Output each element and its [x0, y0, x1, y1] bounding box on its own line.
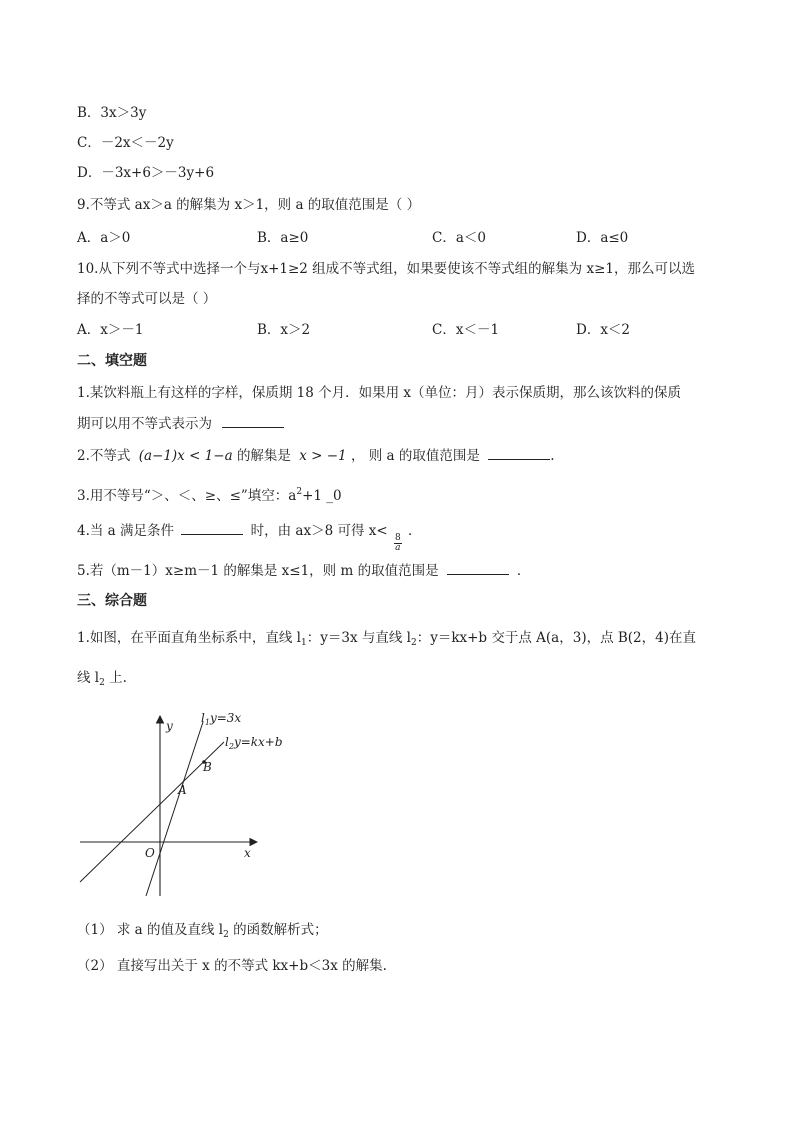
coordinate-figure [72, 704, 312, 904]
fill4-fraction-numerator: 8 [394, 533, 401, 543]
comp1-text-2: ：y＝3x 与直线 l [306, 630, 411, 646]
fill3-pre: 3.用不等号“＞、＜、≥、≤”填空：a [77, 488, 297, 504]
l2-label-sub: 2 [228, 742, 234, 751]
l2-label [225, 735, 283, 751]
section-comprehensive-heading: 三、综合题 [77, 593, 147, 609]
origin-label: O [145, 846, 155, 860]
q9-option-b: B．a≥0 [257, 230, 309, 246]
q10-option-a: A．x＞－1 [77, 322, 144, 338]
q10-option-c: C．x＜－1 [432, 322, 500, 338]
comp1-line1 [77, 629, 696, 652]
l1-label-sub: 1 [204, 718, 210, 727]
fill2-mid: 的解集是 [236, 448, 291, 464]
fill2-line [77, 446, 554, 465]
l2-label-letter: l [225, 735, 229, 749]
comp1-sub-4: 2 [99, 678, 105, 688]
q9-option-a: A．a＞0 [77, 230, 131, 246]
q9-options [77, 229, 717, 247]
l1-label [201, 711, 241, 727]
q9-stem: 9.不等式 ax＞a 的解集为 x＞1，则 a 的取值范围是（ ） [77, 197, 421, 213]
fill2-solution: x > −1 [299, 448, 347, 464]
q8-option-d: D．－3x+6＞－3y+6 [77, 165, 215, 181]
q9-option-c: C．a＜0 [432, 230, 486, 246]
comp1-sub1-text: （1） 求 a 的值及直线 l [77, 922, 224, 938]
l2-label-equation: y=kx+b [233, 735, 283, 749]
comp1-sub-2: 2 [410, 638, 417, 648]
fill1-answer-blank[interactable] [222, 414, 284, 428]
fill2-end: . [550, 448, 555, 464]
q10-option-b: B．x＞2 [257, 322, 311, 338]
fill4-mid: 时，由 ax＞8 可得 x< [250, 523, 388, 539]
q10-options [77, 321, 717, 339]
l1-label-equation: y=3x [209, 711, 242, 725]
fill3-post: +1 _0 [302, 488, 342, 504]
q8-option-c: C．－2x＜－2y [77, 135, 174, 151]
fill2-pre: 2.不等式 [77, 448, 131, 464]
fill2-inequality: (a−1)x < 1−a [138, 448, 233, 464]
fill3-line [77, 483, 342, 505]
fill5-answer-blank[interactable] [447, 561, 509, 575]
x-axis-label: x [244, 846, 251, 860]
point-b-label: B [203, 760, 212, 774]
fill2-answer-blank[interactable] [488, 446, 550, 460]
fill5-pre: 5.若（m－1）x≥m－1 的解集是 x≤1，则 m 的取值范围是 [77, 563, 439, 579]
comp1-subquestion-1 [77, 921, 328, 944]
comp1-text-5: 上. [104, 670, 127, 686]
comp1-sub1-subscript: 2 [223, 930, 229, 940]
fill4-line [77, 521, 422, 553]
fill5-end: ． [516, 563, 531, 579]
comp1-subquestion-2: （2） 直接写出关于 x 的不等式 kx+b＜3x 的解集. [77, 958, 387, 974]
comp1-text-3: ：y＝kx+b 交于点 A(a，3)，点 B(2，4)在直 [416, 630, 697, 646]
fill1-line1: 1.某饮料瓶上有这样的字样，保质期 18 个月．如果用 x（单位：月）表示保质期，那么该饮料的保质 [77, 385, 682, 401]
comp1-line2 [77, 669, 127, 692]
fill2-post: ， 则 a 的取值范围是 [350, 448, 480, 464]
fill3-superscript: 2 [296, 487, 303, 497]
comp1-sub-1: 1 [301, 638, 307, 648]
section-fill-in-heading: 二、填空题 [77, 353, 147, 369]
comp1-text-1: 1.如图，在平面直角坐标系中，直线 l [77, 630, 301, 646]
fill1-line2 [77, 414, 284, 433]
q9-option-d: D．a≤0 [576, 230, 629, 246]
q8-option-b: B．3x＞3y [77, 105, 147, 121]
q10-option-d: D．x＜2 [576, 322, 631, 338]
fill1-line2-text: 期可以用不等式表示为 [77, 416, 212, 432]
comp1-sub1-end: 的函数解析式； [228, 922, 328, 938]
fill4-pre: 4.当 a 满足条件 [77, 523, 175, 539]
fill4-answer-blank[interactable] [181, 521, 243, 535]
fill4-fraction-denominator: a [395, 543, 401, 553]
y-axis-label: y [166, 719, 173, 733]
point-a-label: A [178, 783, 187, 797]
l1-label-letter: l [201, 711, 205, 725]
comp1-text-4: 线 l [77, 670, 100, 686]
fill4-end: ． [408, 523, 422, 539]
fill5-line [77, 561, 530, 580]
q10-stem-line2: 择的不等式可以是（ ） [77, 291, 217, 307]
fill4-fraction [394, 534, 402, 553]
q10-stem-line1: 10.从下列不等式中选择一个与x+1≥2 组成不等式组，如果要使该不等式组的解集为 x≥1，那么可以选 [77, 261, 695, 277]
